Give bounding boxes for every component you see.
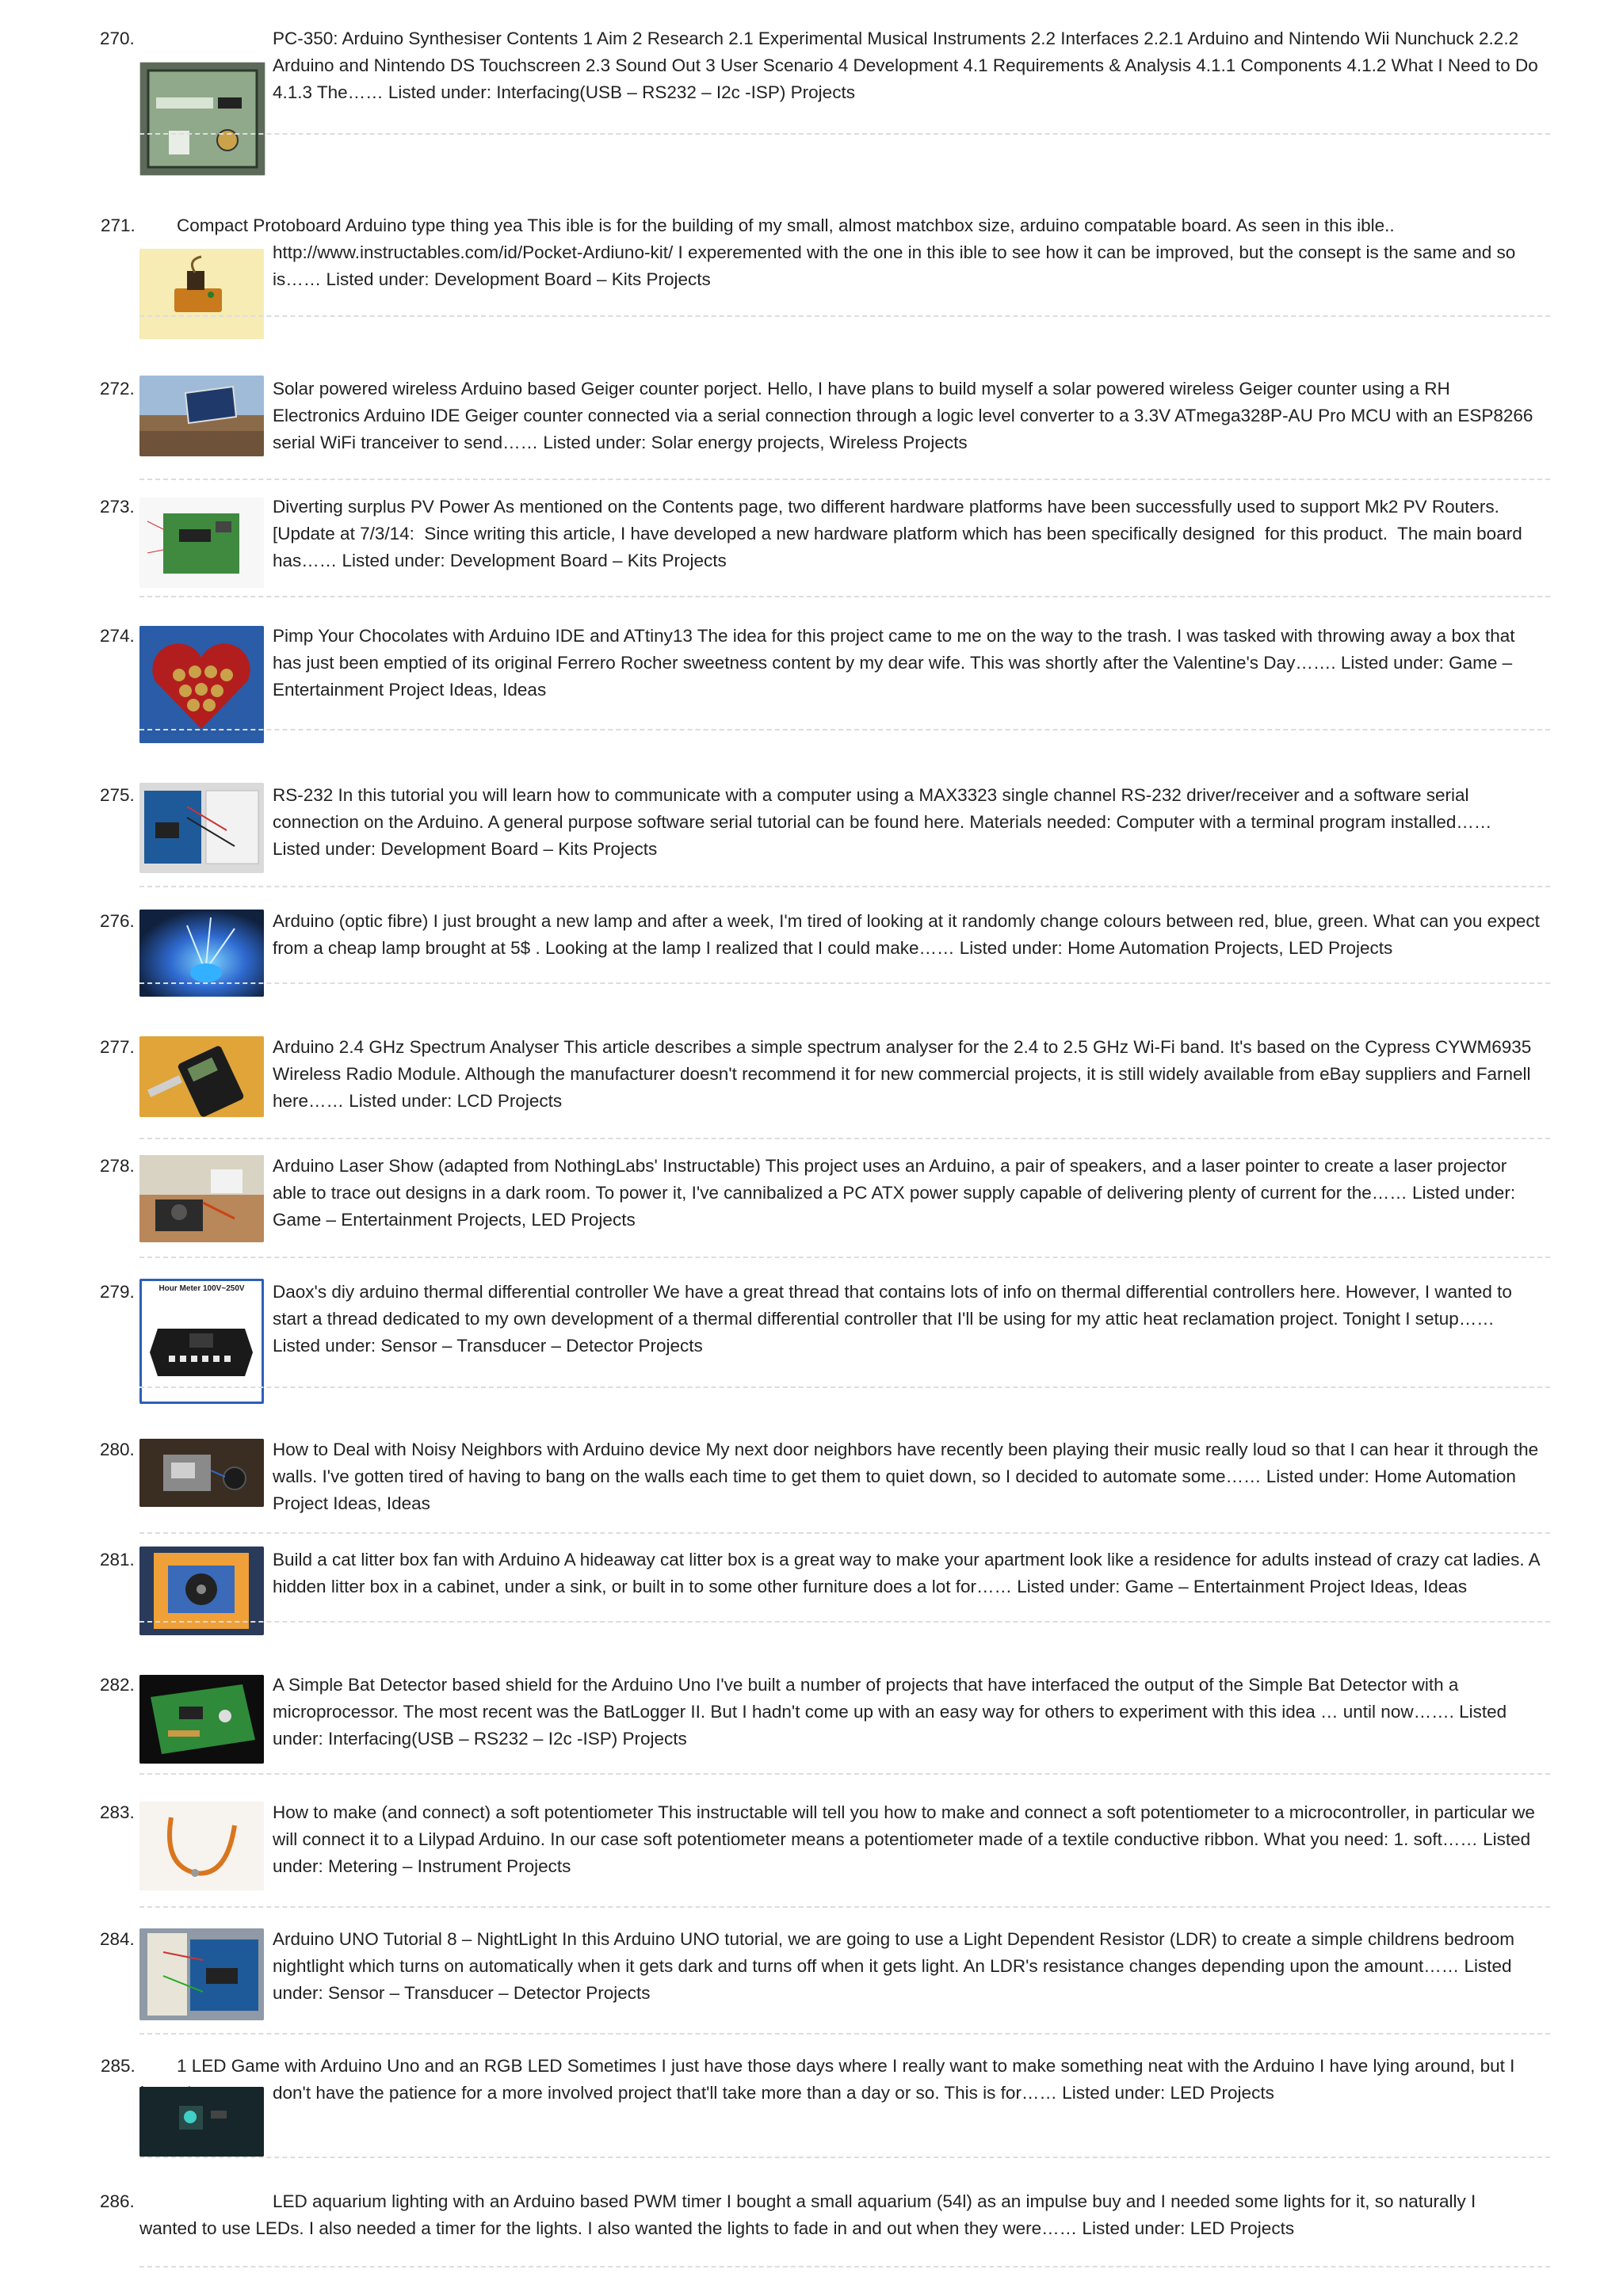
item-number: 286.	[100, 2191, 135, 2211]
item-description[interactable]: Pimp Your Chocolates with Arduino IDE and ATtiny13 The idea for this project came to me on the way to the trash. I was tasked with throwing away a box that has just been emptied of its original Ferrero Rocher sweetness content by my dear wife. This was shortly after the Valentine's Day……. Listed under: Game – Entertainment Project Ideas, Ideas	[273, 626, 1520, 700]
item-description[interactable]: Arduino Laser Show (adapted from NothingLabs' Instructable) This project uses an Arduino, a pair of speakers, and a laser pointer to create a laser projector able to trace out designs in a dark room. To power it, I've cannibalized a PC ATX power supply capable of delivering plenty of current for the…… Listed under: Game – Entertainment Projects, LED Projects	[273, 1156, 1521, 1230]
item-number: 274.	[100, 626, 135, 646]
protoboard-thumbnail[interactable]	[139, 249, 264, 339]
item-description[interactable]: RS-232 In this tutorial you will learn how to communicate with a computer using a MAX3323 single channel RS-232 driver/receiver and a software serial connection on the Arduino. A general purpose software serial tutorial can be found here. Materials needed: Computer with a terminal program installed…… Listed under: Development Board – Kits Projects	[273, 785, 1497, 859]
item-number: 280.	[100, 1440, 135, 1459]
divider	[139, 1621, 1550, 1623]
divider	[139, 479, 1550, 480]
item-description[interactable]: Build a cat litter box fan with Arduino A hideaway cat litter box is a great way to make your apartment look like a residence for adults instead of crazy cat ladies. A hidden litter box in a cabinet, under a sink, or built in to some other furniture does a lot for…… Listed under: Game – Entertainment Project Ideas, Ideas	[273, 1550, 1545, 1596]
item-description-lead[interactable]: Compact Protoboard Arduino type thing yea This ible is for the building of my small, almost matchbox size, arduino compatable board. As seen in this ible..	[177, 215, 1395, 235]
divider	[139, 1906, 1550, 1908]
item-number: 271.	[101, 215, 136, 235]
item-description[interactable]: http://www.instructables.com/id/Pocket-Ardiuno-kit/ I experemented with the one in this ible to see how it can be improved, but the consept is the same and so is…… Listed under: Development Board – Kits Projects	[273, 242, 1521, 289]
item-description[interactable]: don't have the patience for a more involved project that'll take more than a day or so. This is for…… Listed under: LED Projects	[273, 2083, 1274, 2103]
divider	[139, 1257, 1550, 1258]
item-description[interactable]: Arduino (optic fibre) I just brought a new lamp and after a week, I'm tired of looking at it randomly change colours between red, blue, green. What can you expect from a cheap lamp brought at 5$ . Looking at the lamp I realized that I could make…… Listed under: Home Automation Projects, LED Projects	[273, 911, 1545, 958]
item-number: 285.	[101, 2056, 136, 2076]
item-description[interactable]: PC-350: Arduino Synthesiser Contents 1 Aim 2 Research 2.1 Experimental Musical Instruments 2.2 Interfaces 2.2.1 Arduino and Nintendo Wii Nunchuck 2.2.2 Arduino and Nintendo DS Touchscreen 2.3 Sound Out 3 User Scenario 4 Development 4.1 Requirements & Analysis 4.1.1 Components 4.1.2 What I Need to Do 4.1.3 The…… Listed under: Interfacing(USB – RS232 – I2c -ISP) Projects	[273, 29, 1544, 102]
arduino-breadboard-thumbnail[interactable]	[139, 783, 264, 873]
item-number: 277.	[100, 1037, 135, 1057]
item-number: 284.	[100, 1929, 135, 1949]
hour-meter-thumbnail[interactable]	[139, 1279, 264, 1404]
divider	[139, 2266, 1550, 2267]
item-description[interactable]: Diverting surplus PV Power As mentioned on the Contents page, two different hardware platforms have been successfully used to support Mk2 PV Routers. [Update at 7/3/14: Since writing this article, I have developed a new hardware platform which has been specifically designed for this product. The main board has…… Listed under: Development Board – Kits Projects	[273, 497, 1527, 570]
item-number: 276.	[100, 911, 135, 931]
item-number: 279.	[100, 1282, 135, 1302]
divider	[139, 1386, 1550, 1388]
item-description-lead[interactable]: 1 LED Game with Arduino Uno and an RGB LED Sometimes I just have those days where I really want to make something neat with the Arduino I have lying around, but I	[177, 2056, 1515, 2076]
solar-panel-thumbnail[interactable]	[139, 376, 264, 456]
divider	[139, 729, 1550, 730]
item-description[interactable]: Arduino 2.4 GHz Spectrum Analyser This article describes a simple spectrum analyser for the 2.4 to 2.5 GHz Wi-Fi band. It's based on the Cypress CYWM6935 Wireless Radio Module. Although the manufacturer doesn't recommend it for new commercial projects, it is still widely available from eBay suppliers and Farnell here…… Listed under: LCD Projects	[273, 1037, 1537, 1111]
divider	[139, 2033, 1550, 2035]
item-description[interactable]: How to make (and connect) a soft potentiometer This instructable will tell you how to make and connect a soft potentiometer to a microcontroller, in particular we will connect it to a Lilypad Arduino. In our case soft potentiometer means a potentiometer made of a textile conductive ribbon. What you need: 1. soft…… Listed under: Metering – Instrument Projects	[273, 1802, 1541, 1876]
divider	[139, 886, 1550, 887]
item-description[interactable]: Arduino UNO Tutorial 8 – NightLight In this Arduino UNO tutorial, we are going to use a Light Dependent Resistor (LDR) to create a simple childrens bedroom nightlight which turns on automatically when it gets dark and turns off when it gets light. An LDR's resistance changes depending upon the amount…… Listed under: Sensor – Transducer – Detector Projects	[273, 1929, 1520, 2003]
item-number: 272.	[100, 379, 135, 399]
divider	[139, 982, 1550, 984]
item-description[interactable]: Daox's diy arduino thermal differential controller We have a great thread that contains lots of info on thermal differential controllers here. However, I wanted to start a thread dedicated to my own development of a thermal differential controller that I'll be using for my attic heat reclamation project. Tonight I setup…… Listed under: Sensor – Transducer – Detector Projects	[273, 1282, 1518, 1356]
bat-detector-shield-thumbnail[interactable]	[139, 1675, 264, 1764]
rgb-led-thumbnail[interactable]	[139, 2087, 264, 2157]
item-number: 283.	[100, 1802, 135, 1822]
soft-potentiometer-thumbnail[interactable]	[139, 1802, 264, 1890]
divider	[139, 315, 1550, 317]
divider	[139, 1532, 1550, 1534]
laser-show-thumbnail[interactable]	[139, 1155, 264, 1242]
divider	[139, 596, 1550, 597]
synth-device-thumbnail[interactable]	[139, 62, 265, 176]
spectrum-analyser-thumbnail[interactable]	[139, 1036, 264, 1117]
item-number: 281.	[100, 1550, 135, 1569]
hour-meter-label: Hour Meter 100V~250V	[158, 1284, 245, 1293]
item-number: 282.	[100, 1675, 135, 1695]
item-description[interactable]: wanted to use LEDs. I also needed a timer for the lights. I also wanted the lights to fade in and out when they were…… Listed under: LED Projects	[139, 2218, 1295, 2238]
item-description[interactable]: How to Deal with Noisy Neighbors with Arduino device My next door neighbors have recently been playing their music really loud so that I can hear it through the walls. I've gotten tired of having to bang on the walls each time to get them to quiet down, so I decided to automate some…… Listed under: Home Automation Project Ideas, Ideas	[273, 1440, 1544, 1513]
item-description[interactable]: LED aquarium lighting with an Arduino based PWM timer I bought a small aquarium (54l) as an impulse buy and I needed some lights for it, so naturally I	[273, 2191, 1476, 2211]
item-description[interactable]: A Simple Bat Detector based shield for the Arduino Uno I've built a number of projects that have interfaced the output of the Simple Bat Detector with a microprocessor. The most recent was the BatLogger II. But I hadn't come up with an easy way for others to experiment with this idea … until now……. Listed under: Interfacing(USB – RS232 – I2c -ISP) Projects	[273, 1675, 1512, 1749]
divider	[139, 1773, 1550, 1775]
chocolate-box-thumbnail[interactable]	[139, 626, 264, 743]
arduino-uno-thumbnail[interactable]	[139, 1928, 264, 2020]
pcb-diagram-thumbnail[interactable]	[139, 498, 264, 588]
divider	[139, 1138, 1550, 1139]
speaker-device-thumbnail[interactable]	[139, 1439, 264, 1507]
item-number: 273.	[100, 497, 135, 517]
item-description[interactable]: Solar powered wireless Arduino based Geiger counter porject. Hello, I have plans to build myself a solar powered wireless Geiger counter using a RH Electronics Arduino IDE Geiger counter connected via a serial connection through a logic level converter to a 3.3V ATmega328P-AU Pro MCU with an ESP8266 serial WiFi tranceiver to send…… Listed under: Solar energy projects, Wireless Projects	[273, 379, 1538, 452]
divider	[139, 133, 1550, 135]
item-number: 270.	[100, 29, 135, 48]
item-number: 275.	[100, 785, 135, 805]
divider	[139, 2157, 1550, 2158]
item-number: 278.	[100, 1156, 135, 1176]
